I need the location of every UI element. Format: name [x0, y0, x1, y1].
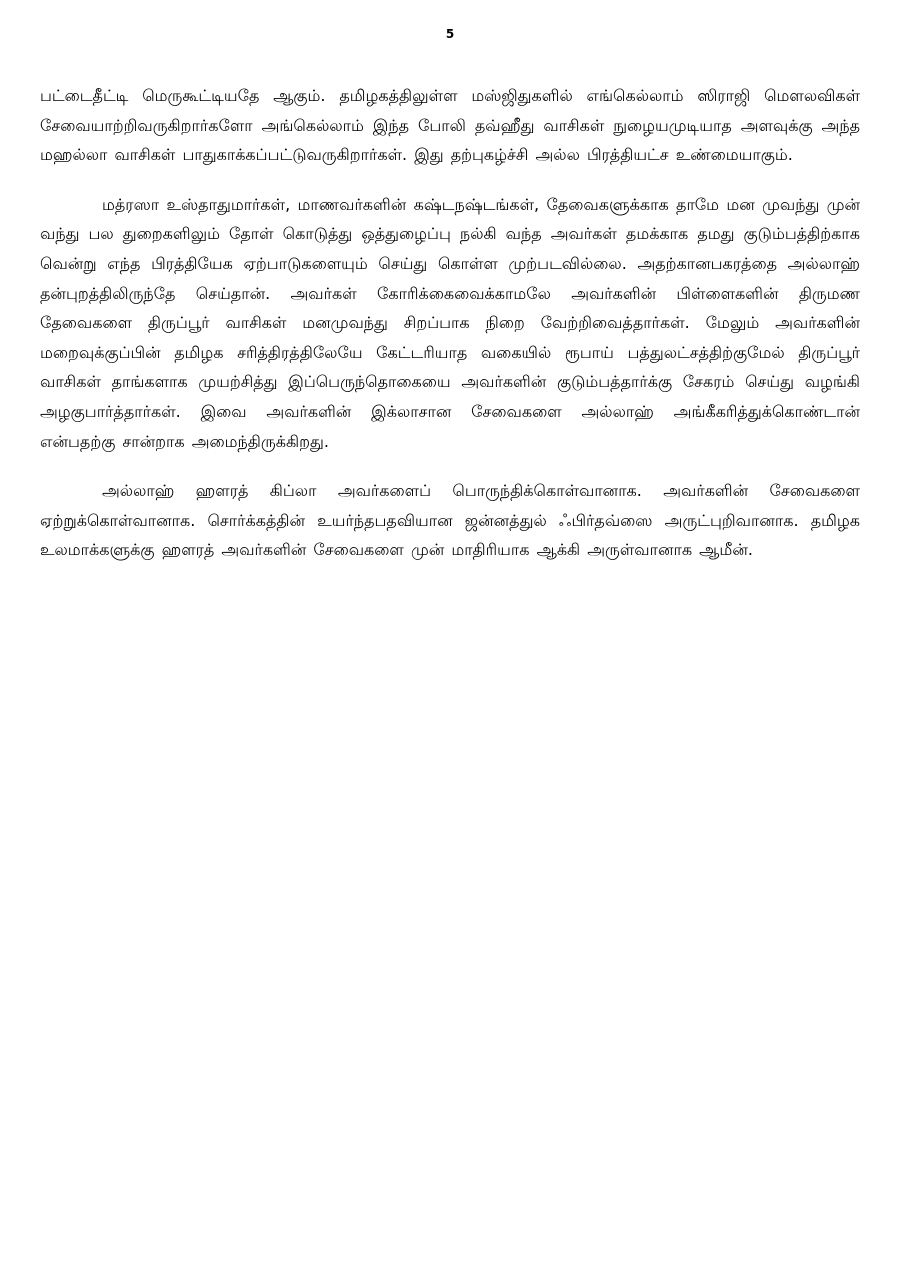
body-text	[40, 81, 860, 585]
page-number: 5	[445, 27, 455, 41]
paragraph-2: மத்ரஸா உஸ்தாதுமார்கள், மாணவர்களின் கஷ்டநஷ்டங்கள், தேவைகளுக்காக தாமே மன முவந்து முன் வந்து பல துறைகளிலும் தோள் கொடுத்து ஒத்துழைப்பு நல்கி வந்த அவர்கள் தமக்காக தமது குடும்பத்திற்காக வென்று எந்த பிரத்தியேக ஏற்பாடுகளையும் செய்து கொள்ள முற்படவில்லை. அதற்கானபகரத்தை அல்லாஹ் தன்புறத்திலிருந்தே செய்தான். அவர்கள் கோரிக்கைவைக்காமலே அவர்களின் பிள்ளைகளின் திருமண தேவைகளை திருப்பூர் வாசிகள் மனமுவந்து சிறப்பாக நிறை வேற்றிவைத்தார்கள். மேலும் அவர்களின் மறைவுக்குப்பின் தமிழக சரித்திரத்திலேயே கேட்டரியாத வகையில் ரூபாய் பத்துலட்சத்திற்குமேல் திருப்பூர் வாசிகள் தாங்களாக முயற்சித்து இப்பெருந்தொகையை அவர்களின் குடும்பத்தார்க்கு சேகரம் செய்து வழங்கி அழகுபார்த்தார்கள். இவை அவர்களின் இக்லாசான சேவைகளை அல்லாஹ் அங்கீகரித்துக்கொண்டான் என்பதற்கு சான்றாக அமைந்திருக்கிறது.	[40, 194, 860, 451]
paragraph-1: பட்டைதீட்டி மெருகூட்டியதே ஆகும். தமிழகத்திலுள்ள மஸ்ஜிதுகளில் எங்கெல்லாம் ஸிராஜி மௌலவிகள் சேவையாற்றிவருகிறார்களோ அங்கெல்லாம் இந்த போலி தவ்ஹீது வாசிகள் நுழையமுடியாத அளவுக்கு அந்த மஹல்லா வாசிகள் பாதுகாக்கப்பட்டுவருகிறார்கள். இது தற்புகழ்ச்சி அல்ல பிரத்தியட்ச உண்மையாகும்.	[40, 86, 861, 165]
paragraph-3: அல்லாஹ் ஹளரத் கிப்லா அவர்களைப் பொருந்திக்கொள்வானாக. அவர்களின் சேவைகளை ஏற்றுக்கொள்வானாக. சொர்க்கத்தின் உயர்ந்தபதவியான ஜன்னத்துல் ஃபிர்தவ்ஸை அருட்புறிவானாக. தமிழக உலமாக்களுக்கு ஹளரத் அவர்களின் சேவைகளை முன் மாதிரியாக ஆக்கி அருள்வானாக ஆமீன்.	[40, 481, 860, 560]
